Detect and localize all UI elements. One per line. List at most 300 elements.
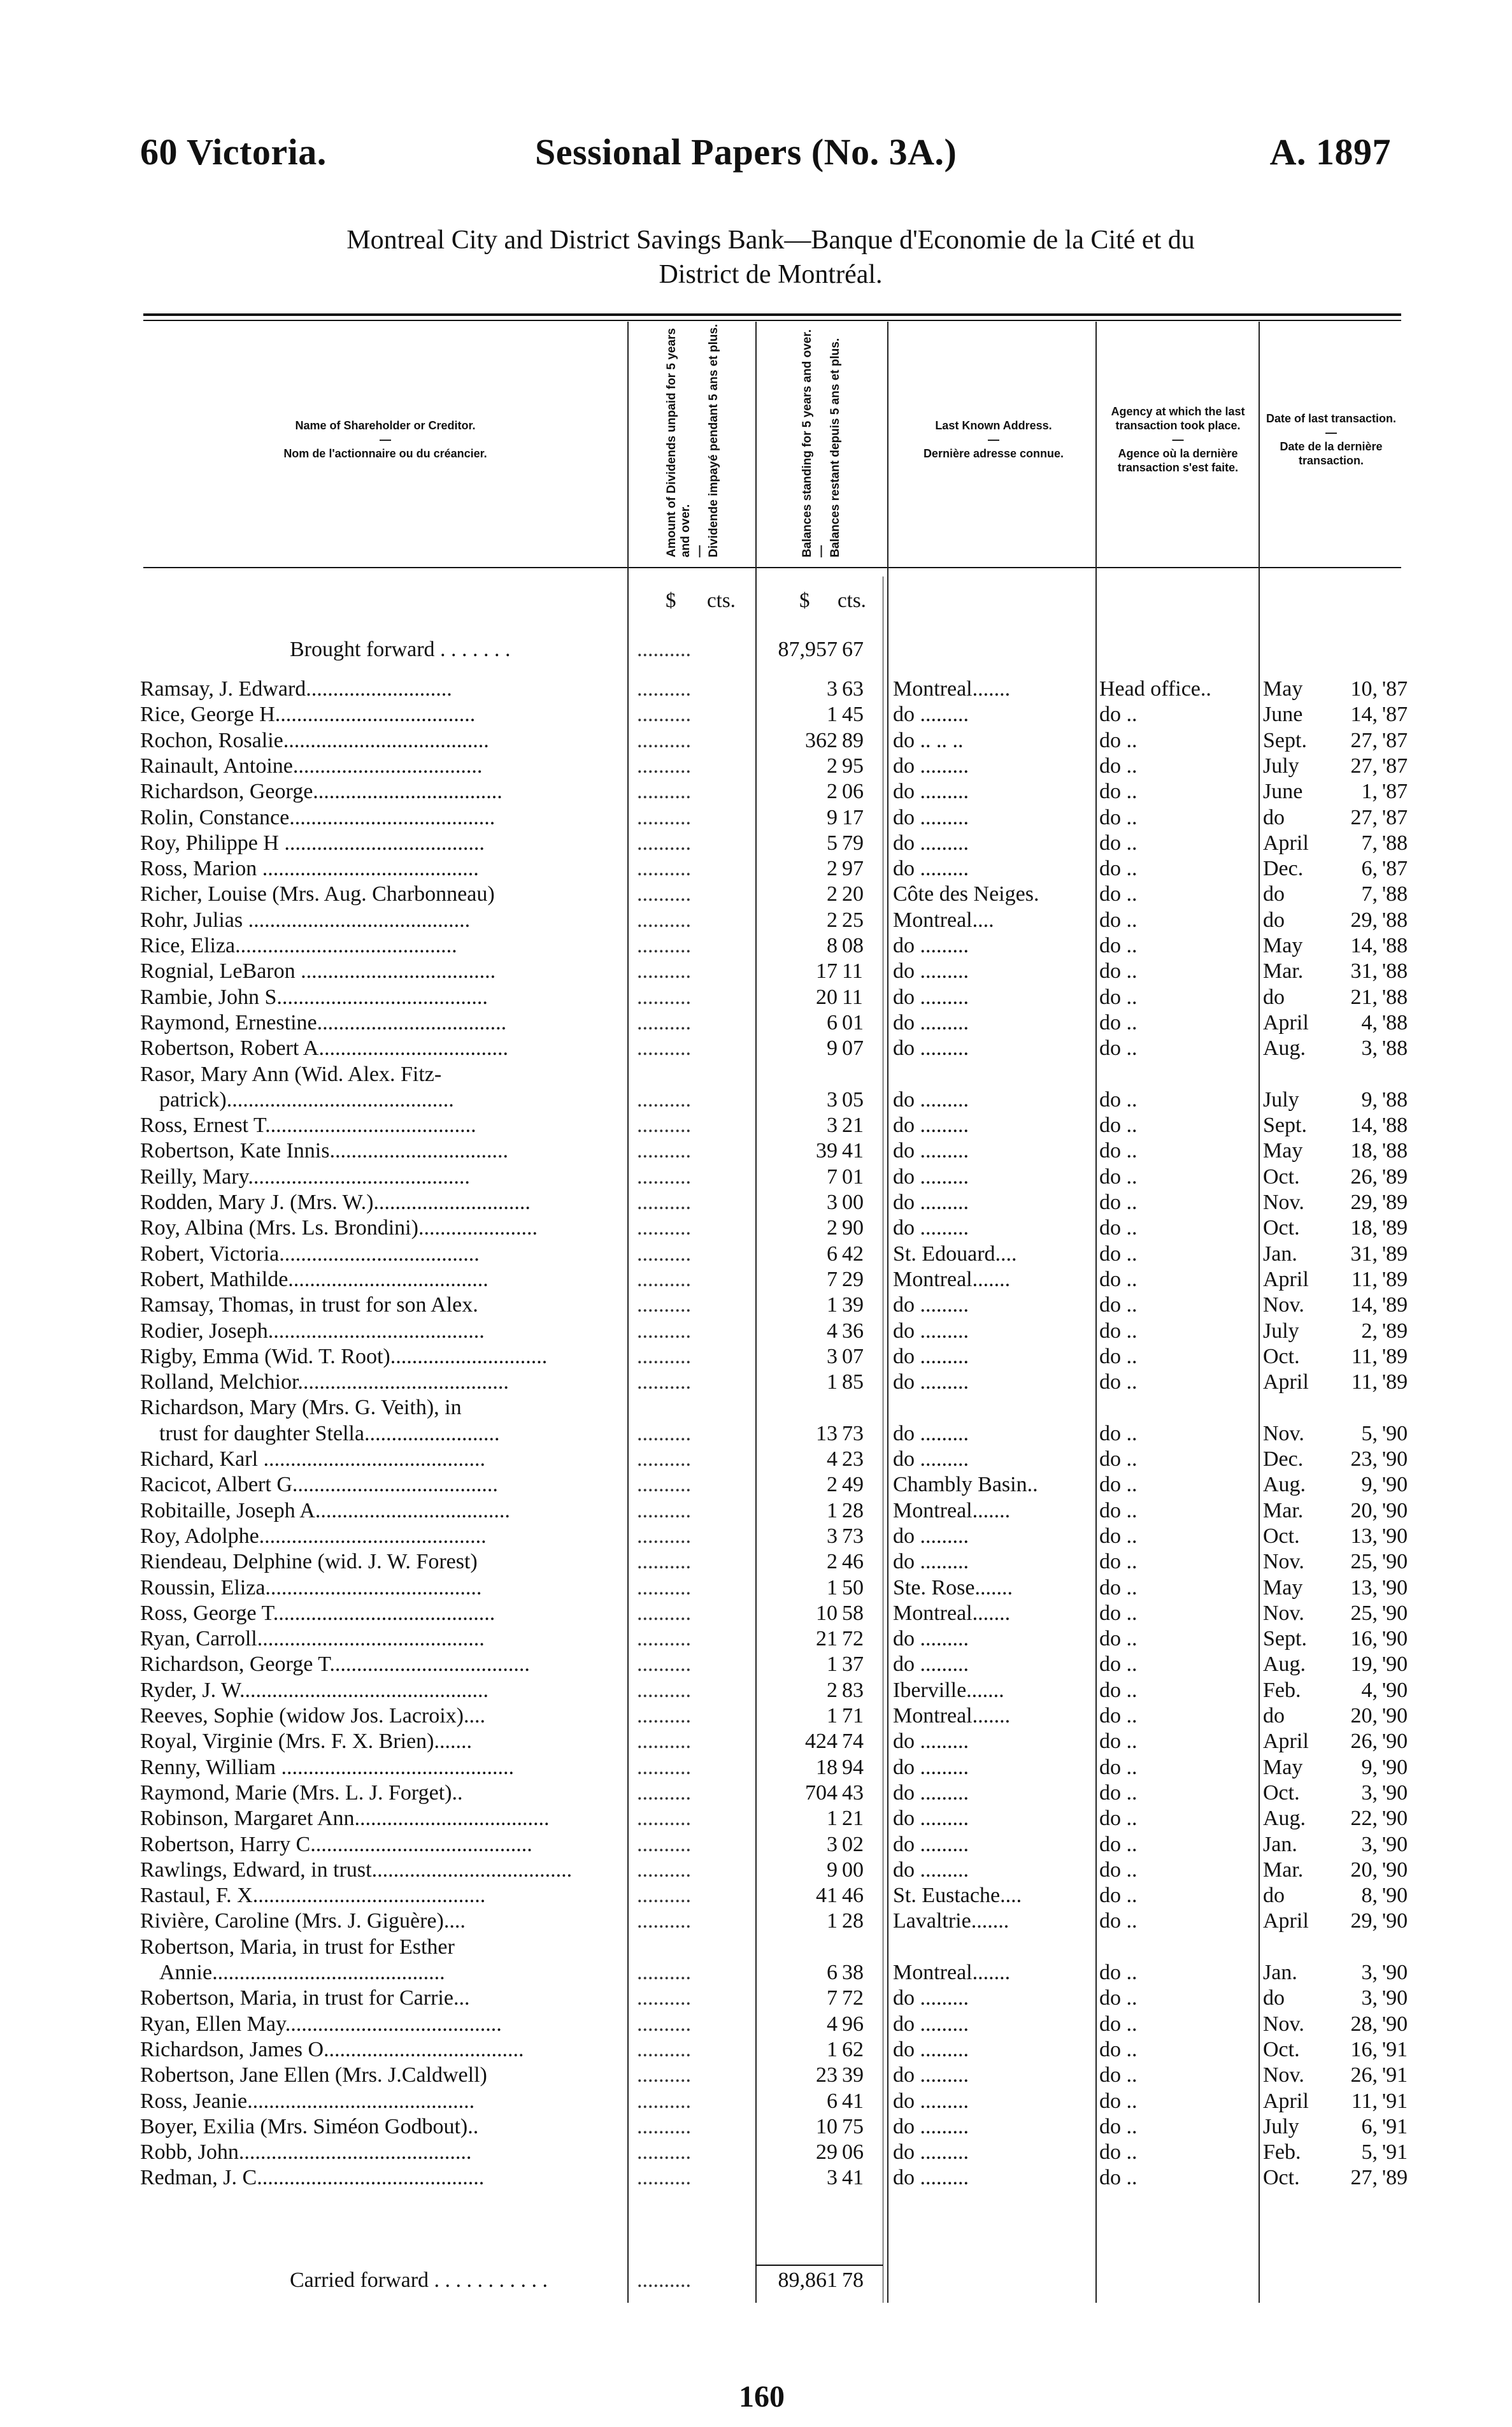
balance-cents: 00 xyxy=(842,1858,864,1882)
table-row xyxy=(0,1113,1512,1138)
balance-dollars: 1 xyxy=(827,1652,838,1677)
balance-cents: 36 xyxy=(842,1319,864,1343)
table-row xyxy=(0,2063,1512,2088)
agency: do .. xyxy=(1099,805,1138,829)
agency: do .. xyxy=(1099,1242,1138,1266)
last-known-address: do ......... xyxy=(893,754,969,778)
dividend-unpaid: .......... xyxy=(637,1678,691,1702)
table-row xyxy=(0,1755,1512,1780)
transaction-year: '89 xyxy=(1382,1267,1408,1291)
agency: do .. xyxy=(1099,1678,1138,1702)
table-row xyxy=(0,985,1512,1010)
table-row xyxy=(0,1062,1512,1087)
balance-cents: 58 xyxy=(842,1601,864,1625)
transaction-month: Mar. xyxy=(1263,1498,1304,1522)
balance-cents: 79 xyxy=(842,831,864,855)
agency: do .. xyxy=(1099,728,1138,752)
balance-cents: 49 xyxy=(842,1473,864,1497)
shareholder-name: Robertson, Jane Ellen (Mrs. J.Caldwell) xyxy=(140,2063,487,2087)
agency: do .. xyxy=(1099,1601,1138,1625)
table-row xyxy=(0,1703,1512,1729)
transaction-year: '88 xyxy=(1382,831,1408,855)
agency: do .. xyxy=(1099,1729,1138,1754)
shareholder-name: Richardson, George T..................................... xyxy=(140,1652,530,1677)
title-line-2: District de Montréal. xyxy=(659,260,883,289)
transaction-year: '90 xyxy=(1382,1755,1408,1779)
brought-forward-dividend: .......... xyxy=(637,638,691,661)
shareholder-name: Ryder, J. W.............................................. xyxy=(140,1678,489,1702)
table-row xyxy=(0,1190,1512,1215)
balance-dollars: 6 xyxy=(827,1961,838,1984)
transaction-month: Oct. xyxy=(1263,1164,1300,1189)
agency: do .. xyxy=(1099,1421,1138,1445)
balance-cents: 85 xyxy=(842,1370,864,1394)
balance-cents: 39 xyxy=(842,1293,864,1317)
volume-header: 60 Victoria. xyxy=(140,131,327,173)
balance-dollars: 3 xyxy=(827,1344,838,1368)
shareholder-name: Rivière, Caroline (Mrs. J. Giguère).... xyxy=(140,1909,466,1933)
table-row xyxy=(0,1832,1512,1858)
balance-dollars: 2 xyxy=(827,780,838,804)
brought-forward-row xyxy=(0,637,1512,662)
agency: do .. xyxy=(1099,908,1138,932)
transaction-day: 11, xyxy=(1351,1267,1378,1291)
dividend-unpaid: .......... xyxy=(637,1524,691,1548)
dividend-unpaid: .......... xyxy=(637,1242,691,1266)
dividend-unpaid: .......... xyxy=(637,2089,691,2113)
balance-dollars: 2 xyxy=(827,857,838,881)
table-row xyxy=(0,1447,1512,1472)
agency: do .. xyxy=(1099,2012,1138,2036)
last-known-address: do ......... xyxy=(893,1191,969,1214)
shareholder-name: Redman, J. C.......................................... xyxy=(140,2166,485,2190)
transaction-month: Dec. xyxy=(1263,1447,1304,1471)
table-row xyxy=(0,1626,1512,1652)
shareholder-name: trust for daughter Stella......................... xyxy=(159,1421,500,1445)
transaction-month: Feb. xyxy=(1263,2140,1301,2165)
transaction-month: do xyxy=(1263,1704,1285,1728)
last-known-address: do ......... xyxy=(893,1755,969,1779)
agency: do .. xyxy=(1099,1293,1138,1317)
table-row xyxy=(0,2089,1512,2114)
balance-cents: 11 xyxy=(842,985,863,1009)
transaction-day: 19, xyxy=(1350,1652,1378,1677)
year-header: A. 1897 xyxy=(1269,131,1391,173)
last-known-address: do ......... xyxy=(893,1421,969,1445)
dividend-unpaid: .......... xyxy=(637,780,691,804)
transaction-year: '87 xyxy=(1382,780,1408,804)
balance-cents: 71 xyxy=(842,1704,864,1728)
transaction-day: 20, xyxy=(1350,1858,1378,1882)
transaction-year: '90 xyxy=(1382,1858,1408,1882)
shareholder-name: Rice, Eliza......................................... xyxy=(140,934,457,957)
agency: do .. xyxy=(1099,1858,1138,1882)
balance-dollars: 9 xyxy=(827,805,838,829)
table-row xyxy=(0,1935,1512,1960)
agency: do .. xyxy=(1099,831,1138,855)
shareholder-name: Rastaul, F. X........................................... xyxy=(140,1884,486,1908)
transaction-day: 29, xyxy=(1350,1191,1378,1214)
table-row xyxy=(0,1806,1512,1831)
agency: do .. xyxy=(1099,1113,1138,1138)
transaction-month: Aug. xyxy=(1263,1652,1306,1677)
table-row xyxy=(0,831,1512,856)
shareholder-name: Ross, George T......................................... xyxy=(140,1601,496,1625)
dividend-unpaid: .......... xyxy=(637,1447,691,1471)
transaction-year: '90 xyxy=(1382,1601,1408,1625)
balance-dollars: 10 xyxy=(816,1601,838,1625)
transaction-year: '88 xyxy=(1382,959,1408,984)
last-known-address: do ......... xyxy=(893,1293,969,1317)
shareholder-name: Richardson, George................................... xyxy=(140,780,503,804)
transaction-day: 14, xyxy=(1350,934,1378,957)
balance-cents: 46 xyxy=(842,1884,864,1908)
transaction-month: Nov. xyxy=(1263,1191,1304,1214)
table-row xyxy=(0,1267,1512,1292)
table-row xyxy=(0,2037,1512,2063)
shareholder-name: Rohr, Julias ......................................... xyxy=(140,908,471,932)
balance-dollars: 3 xyxy=(827,677,838,701)
agency: do .. xyxy=(1099,1780,1138,1805)
transaction-month: April xyxy=(1263,2089,1309,2113)
transaction-year: '87 xyxy=(1382,857,1408,881)
transaction-month: Jan. xyxy=(1263,1832,1297,1856)
transaction-year: '90 xyxy=(1382,1473,1408,1497)
transaction-month: Nov. xyxy=(1263,1421,1304,1445)
dividend-unpaid: .......... xyxy=(637,728,691,752)
last-known-address: do ......... xyxy=(893,1652,969,1677)
shareholder-name: Robertson, Kate Innis................................. xyxy=(140,1139,508,1163)
table-row xyxy=(0,1036,1512,1061)
carried-forward-cents: 78 xyxy=(842,2268,864,2292)
table-row xyxy=(0,1344,1512,1370)
transaction-day: 13, xyxy=(1350,1575,1378,1600)
last-known-address: do ......... xyxy=(893,805,969,829)
transaction-month: Jan. xyxy=(1263,1242,1297,1266)
transaction-month: May xyxy=(1263,1139,1303,1163)
agency: do .. xyxy=(1099,780,1138,804)
transaction-year: '88 xyxy=(1382,1113,1408,1138)
balance-cents: 05 xyxy=(842,1087,864,1112)
balance-dollars: 3 xyxy=(827,1087,838,1112)
dividend-unpaid: .......... xyxy=(637,1986,691,2010)
dividend-unpaid: .......... xyxy=(637,1216,691,1240)
transaction-day: 11, xyxy=(1351,2089,1378,2113)
transaction-day: 13, xyxy=(1350,1524,1378,1548)
shareholder-name: Robertson, Harry C......................................... xyxy=(140,1832,532,1856)
balance-cents: 20 xyxy=(842,882,864,906)
total-rule xyxy=(755,2265,883,2266)
shareholder-name: Ramsay, J. Edward........................... xyxy=(140,677,452,701)
dividend-unpaid: .......... xyxy=(637,1780,691,1805)
shareholder-name: Rainault, Antoine................................... xyxy=(140,754,483,778)
transaction-day: 4, xyxy=(1361,1678,1378,1702)
agency: do .. xyxy=(1099,1832,1138,1856)
balance-dollars: 424 xyxy=(805,1729,838,1754)
carried-forward-dividend: .......... xyxy=(637,2268,691,2292)
transaction-day: 5, xyxy=(1361,1421,1378,1445)
last-known-address: do ......... xyxy=(893,857,969,881)
shareholder-name: Reeves, Sophie (widow Jos. Lacroix).... xyxy=(140,1704,486,1728)
agency: do .. xyxy=(1099,857,1138,881)
transaction-month: June xyxy=(1263,703,1303,727)
balance-dollars: 13 xyxy=(816,1421,838,1445)
dividend-unpaid: .......... xyxy=(637,985,691,1009)
transaction-day: 9, xyxy=(1361,1473,1378,1497)
last-known-address: do ......... xyxy=(893,1087,969,1112)
balance-dollars: 6 xyxy=(827,1010,838,1035)
transaction-month: do xyxy=(1263,882,1285,906)
table-row xyxy=(0,1575,1512,1601)
table-row xyxy=(0,1164,1512,1190)
balance-cents: 28 xyxy=(842,1498,864,1522)
balance-dollars: 4 xyxy=(827,1319,838,1343)
transaction-year: '90 xyxy=(1382,1524,1408,1548)
transaction-month: April xyxy=(1263,1010,1309,1035)
transaction-month: April xyxy=(1263,831,1309,855)
agency: do .. xyxy=(1099,1909,1138,1933)
transaction-month: Oct. xyxy=(1263,2166,1300,2190)
transaction-month: Nov. xyxy=(1263,2012,1304,2036)
shareholder-name: Rolin, Constance...................................... xyxy=(140,805,496,829)
balance-dollars: 1 xyxy=(827,1909,838,1933)
balance-dollars: 2 xyxy=(827,1550,838,1574)
agency: do .. xyxy=(1099,1961,1138,1984)
last-known-address: do ......... xyxy=(893,2114,969,2138)
transaction-year: '90 xyxy=(1382,1550,1408,1574)
transaction-year: '90 xyxy=(1382,1729,1408,1754)
last-known-address: do ......... xyxy=(893,2037,969,2061)
agency: do .. xyxy=(1099,2166,1138,2190)
balance-dollars: 6 xyxy=(827,2089,838,2113)
brought-forward-cents: 67 xyxy=(842,638,864,661)
transaction-month: May xyxy=(1263,677,1303,701)
balance-cents: 94 xyxy=(842,1755,864,1779)
shareholder-name: Robinson, Margaret Ann.................................... xyxy=(140,1807,550,1831)
transaction-month: Mar. xyxy=(1263,1858,1304,1882)
shareholder-name: Raymond, Ernestine................................... xyxy=(140,1010,507,1035)
balance-cents: 50 xyxy=(842,1575,864,1600)
shareholder-name: Racicot, Albert G...................................... xyxy=(140,1473,498,1497)
transaction-month: July xyxy=(1263,1087,1299,1112)
last-known-address: do ......... xyxy=(893,1986,969,2010)
shareholder-name: Robertson, Maria, in trust for Carrie... xyxy=(140,1986,470,2010)
shareholder-name: Roy, Philippe H ..................................... xyxy=(140,831,485,855)
last-known-address: do ......... xyxy=(893,1729,969,1754)
table-row xyxy=(0,1883,1512,1908)
agency: do .. xyxy=(1099,1164,1138,1189)
transaction-day: 3, xyxy=(1361,1986,1378,2010)
balance-dollars: 9 xyxy=(827,1036,838,1061)
last-known-address: Montreal.... xyxy=(893,908,994,932)
shareholder-name: Robert, Victoria..................................... xyxy=(140,1242,480,1266)
balance-cents: 41 xyxy=(842,1139,864,1163)
last-known-address: do ......... xyxy=(893,1447,969,1471)
agency: do .. xyxy=(1099,1191,1138,1214)
transaction-day: 6, xyxy=(1361,2114,1378,2138)
transaction-month: May xyxy=(1263,1755,1303,1779)
transaction-year: '90 xyxy=(1382,1780,1408,1805)
transaction-day: 29, xyxy=(1350,908,1378,932)
table-row xyxy=(0,1652,1512,1677)
table-row xyxy=(0,959,1512,984)
agency: do .. xyxy=(1099,2089,1138,2113)
last-known-address: do ......... xyxy=(893,1010,969,1035)
transaction-month: April xyxy=(1263,1909,1309,1933)
transaction-month: Nov. xyxy=(1263,1601,1304,1625)
dividend-unpaid: .......... xyxy=(637,677,691,701)
dividend-unpaid: .......... xyxy=(637,2140,691,2165)
transaction-year: '90 xyxy=(1382,1704,1408,1728)
carried-forward-dollars: 89,861 xyxy=(778,2268,838,2292)
shareholder-name: Robb, John........................................... xyxy=(140,2140,472,2165)
table-row xyxy=(0,1421,1512,1447)
transaction-month: Oct. xyxy=(1263,2037,1300,2061)
transaction-month: Mar. xyxy=(1263,959,1304,984)
table-row xyxy=(0,1138,1512,1164)
shareholder-name: Rigby, Emma (Wid. T. Root)............................. xyxy=(140,1344,548,1368)
agency: do .. xyxy=(1099,1344,1138,1368)
transaction-day: 9, xyxy=(1361,1087,1378,1112)
balance-dollars: 704 xyxy=(805,1780,838,1805)
table-row xyxy=(0,1498,1512,1524)
transaction-year: '87 xyxy=(1382,703,1408,727)
transaction-year: '88 xyxy=(1382,882,1408,906)
last-known-address: do .. .. .. xyxy=(893,728,964,752)
dividend-unpaid: .......... xyxy=(637,1370,691,1394)
dividend-unpaid: .......... xyxy=(637,831,691,855)
table-row xyxy=(0,1010,1512,1036)
table-row xyxy=(0,2165,1512,2191)
table-row xyxy=(0,1908,1512,1934)
balance-cents: 17 xyxy=(842,805,864,829)
shareholder-name: Boyer, Exilia (Mrs. Siméon Godbout).. xyxy=(140,2114,479,2138)
agency: do .. xyxy=(1099,1087,1138,1112)
dividend-unpaid: .......... xyxy=(637,857,691,881)
dividend-dollar-unit: $ xyxy=(666,589,676,612)
table-row xyxy=(0,702,1512,727)
transaction-month: June xyxy=(1263,780,1303,804)
balance-dollars: 1 xyxy=(827,1498,838,1522)
balance-cents: 37 xyxy=(842,1652,864,1677)
transaction-year: '90 xyxy=(1382,1807,1408,1831)
balance-dollars: 8 xyxy=(827,934,838,957)
balance-dollars: 3 xyxy=(827,1524,838,1548)
table-row xyxy=(0,1319,1512,1344)
balance-cents: 28 xyxy=(842,1909,864,1933)
column-header-address: Last Known Address. — Dernière adresse connue. xyxy=(923,419,1064,460)
transaction-month: do xyxy=(1263,908,1285,932)
agency: Head office.. xyxy=(1099,677,1211,701)
balance-dollars: 2 xyxy=(827,882,838,906)
transaction-year: '91 xyxy=(1382,2140,1408,2165)
table-row xyxy=(0,856,1512,882)
agency: do .. xyxy=(1099,882,1138,906)
balance-dollars: 2 xyxy=(827,1473,838,1497)
dividend-unpaid: .......... xyxy=(637,1575,691,1600)
transaction-day: 1, xyxy=(1361,780,1378,804)
table-row xyxy=(0,1986,1512,2011)
shareholder-name: Rawlings, Edward, in trust..................................... xyxy=(140,1858,573,1882)
transaction-month: July xyxy=(1263,2114,1299,2138)
agency: do .. xyxy=(1099,1498,1138,1522)
transaction-year: '90 xyxy=(1382,2012,1408,2036)
transaction-day: 26, xyxy=(1350,1164,1378,1189)
shareholder-name: Rambie, John S....................................... xyxy=(140,985,488,1009)
last-known-address: Ste. Rose....... xyxy=(893,1575,1013,1600)
last-known-address: Montreal....... xyxy=(893,1961,1011,1984)
agency: do .. xyxy=(1099,1550,1138,1574)
last-known-address: do ......... xyxy=(893,1036,969,1061)
transaction-day: 7, xyxy=(1361,831,1378,855)
shareholder-name: patrick).......................................... xyxy=(159,1087,454,1112)
last-known-address: do ......... xyxy=(893,1319,969,1343)
agency: do .. xyxy=(1099,2140,1138,2165)
transaction-year: '90 xyxy=(1382,1627,1408,1651)
balance-cents: 39 xyxy=(842,2063,864,2087)
page-number: 160 xyxy=(739,2380,785,2414)
table-row xyxy=(0,1678,1512,1703)
transaction-year: '90 xyxy=(1382,1447,1408,1471)
balance-cents: 75 xyxy=(842,2114,864,2138)
last-known-address: do ......... xyxy=(893,2140,969,2165)
transaction-day: 11, xyxy=(1351,1344,1378,1368)
balance-dollars: 1 xyxy=(827,1704,838,1728)
shareholder-name: Richer, Louise (Mrs. Aug. Charbonneau) xyxy=(140,882,495,906)
title-line-1: Montreal City and District Savings Bank—Banque d'Economie de la Cité et du xyxy=(346,226,1195,255)
transaction-day: 29, xyxy=(1350,1909,1378,1933)
agency: do .. xyxy=(1099,1704,1138,1728)
dividend-unpaid: .......... xyxy=(637,1421,691,1445)
transaction-year: '88 xyxy=(1382,934,1408,957)
transaction-day: 16, xyxy=(1350,1627,1378,1651)
transaction-month: July xyxy=(1263,754,1299,778)
last-known-address: do ......... xyxy=(893,1858,969,1882)
transaction-year: '89 xyxy=(1382,1164,1408,1189)
dividend-unpaid: .......... xyxy=(637,1087,691,1112)
agency: do .. xyxy=(1099,1036,1138,1061)
dividend-unpaid: .......... xyxy=(637,1267,691,1291)
transaction-month: Sept. xyxy=(1263,1113,1307,1138)
transaction-day: 6, xyxy=(1361,857,1378,881)
transaction-year: '90 xyxy=(1382,1652,1408,1677)
agency: do .. xyxy=(1099,1216,1138,1240)
shareholder-name: Roy, Adolphe.......................................... xyxy=(140,1524,487,1548)
balance-dollars: 2 xyxy=(827,1678,838,1702)
agency: do .. xyxy=(1099,1884,1138,1908)
balance-cents: 02 xyxy=(842,1832,864,1856)
balance-dollars: 39 xyxy=(816,1139,838,1163)
balance-dollars: 29 xyxy=(816,2140,838,2165)
transaction-month: May xyxy=(1263,1575,1303,1600)
transaction-year: '88 xyxy=(1382,1036,1408,1061)
balance-dollars: 1 xyxy=(827,2037,838,2061)
balance-dollars: 2 xyxy=(827,908,838,932)
balance-dollars: 3 xyxy=(827,1832,838,1856)
shareholder-name: Ross, Ernest T....................................... xyxy=(140,1113,476,1138)
shareholder-name: Ross, Marion ........................................ xyxy=(140,857,479,881)
table-row xyxy=(0,2114,1512,2140)
table-row xyxy=(0,1729,1512,1754)
dividend-unpaid: .......... xyxy=(637,1498,691,1522)
transaction-month: Sept. xyxy=(1263,1627,1307,1651)
transaction-day: 4, xyxy=(1361,1010,1378,1035)
balance-dollars: 5 xyxy=(827,831,838,855)
dividend-unpaid: .......... xyxy=(637,2037,691,2061)
transaction-day: 25, xyxy=(1350,1601,1378,1625)
dividend-unpaid: .......... xyxy=(637,1139,691,1163)
last-known-address: Montreal....... xyxy=(893,1704,1011,1728)
